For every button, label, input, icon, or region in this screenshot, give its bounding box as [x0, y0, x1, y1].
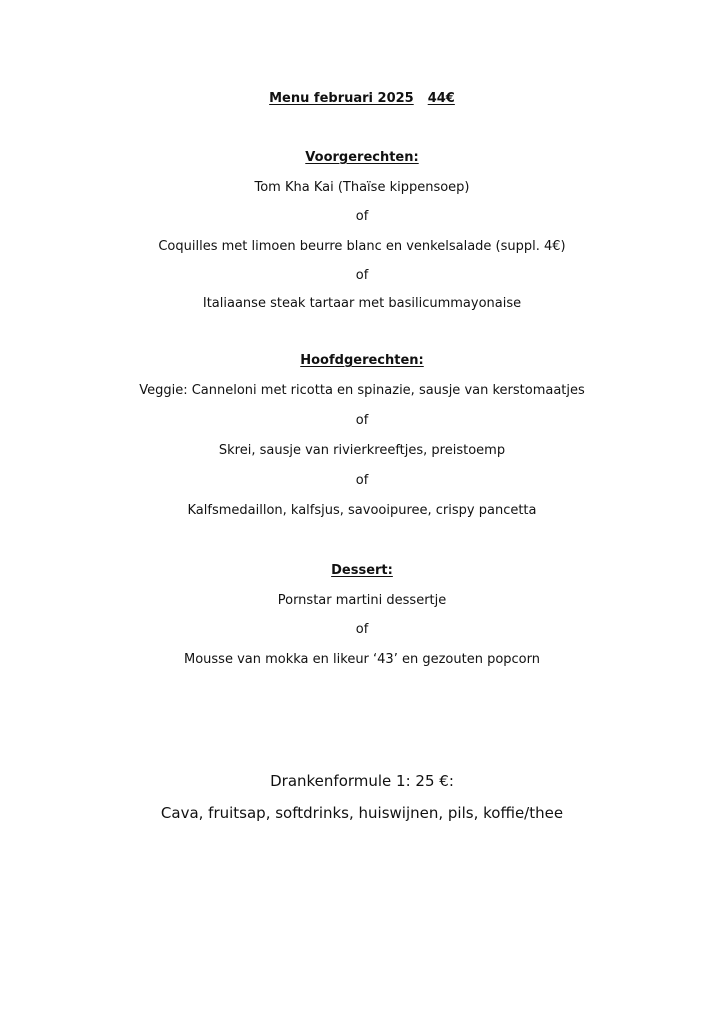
separator-of: of: [355, 413, 369, 428]
dessert-heading: Dessert:: [331, 563, 393, 578]
main-item-3: Kalfsmedaillon, kalfsjus, savooipuree, crispy pancetta: [187, 503, 537, 518]
drinks-description: Cava, fruitsap, softdrinks, huiswijnen, pils, koffie/thee: [160, 804, 564, 822]
menu-title-line: [0, 90, 724, 108]
starter-item-3: Italiaanse steak tartaar met basilicummayonaise: [202, 296, 522, 311]
drinks-title: Drankenformule 1: 25 €:: [270, 772, 454, 790]
menu-title: Menu februari 2025: [269, 91, 414, 106]
mains-heading: Hoofdgerechten:: [300, 353, 424, 368]
starter-item-2: Coquilles met limoen beurre blanc en venkelsalade (suppl. 4€): [158, 239, 566, 254]
main-item-2: Skrei, sausje van rivierkreeftjes, preistoemp: [218, 443, 506, 458]
separator-of: of: [355, 473, 369, 488]
starter-item-1: Tom Kha Kai (Thaïse kippensoep): [254, 180, 470, 195]
separator-of: of: [355, 622, 369, 637]
starters-heading: Voorgerechten:: [305, 150, 419, 165]
main-item-1: Veggie: Canneloni met ricotta en spinazie, sausje van kerstomaatjes: [139, 383, 585, 398]
separator-of: of: [355, 268, 369, 283]
menu-price: 44€: [427, 91, 455, 106]
dessert-item-1: Pornstar martini dessertje: [277, 593, 447, 608]
separator-of: of: [355, 209, 369, 224]
dessert-item-2: Mousse van mokka en likeur ‘43’ en gezouten popcorn: [184, 652, 540, 667]
